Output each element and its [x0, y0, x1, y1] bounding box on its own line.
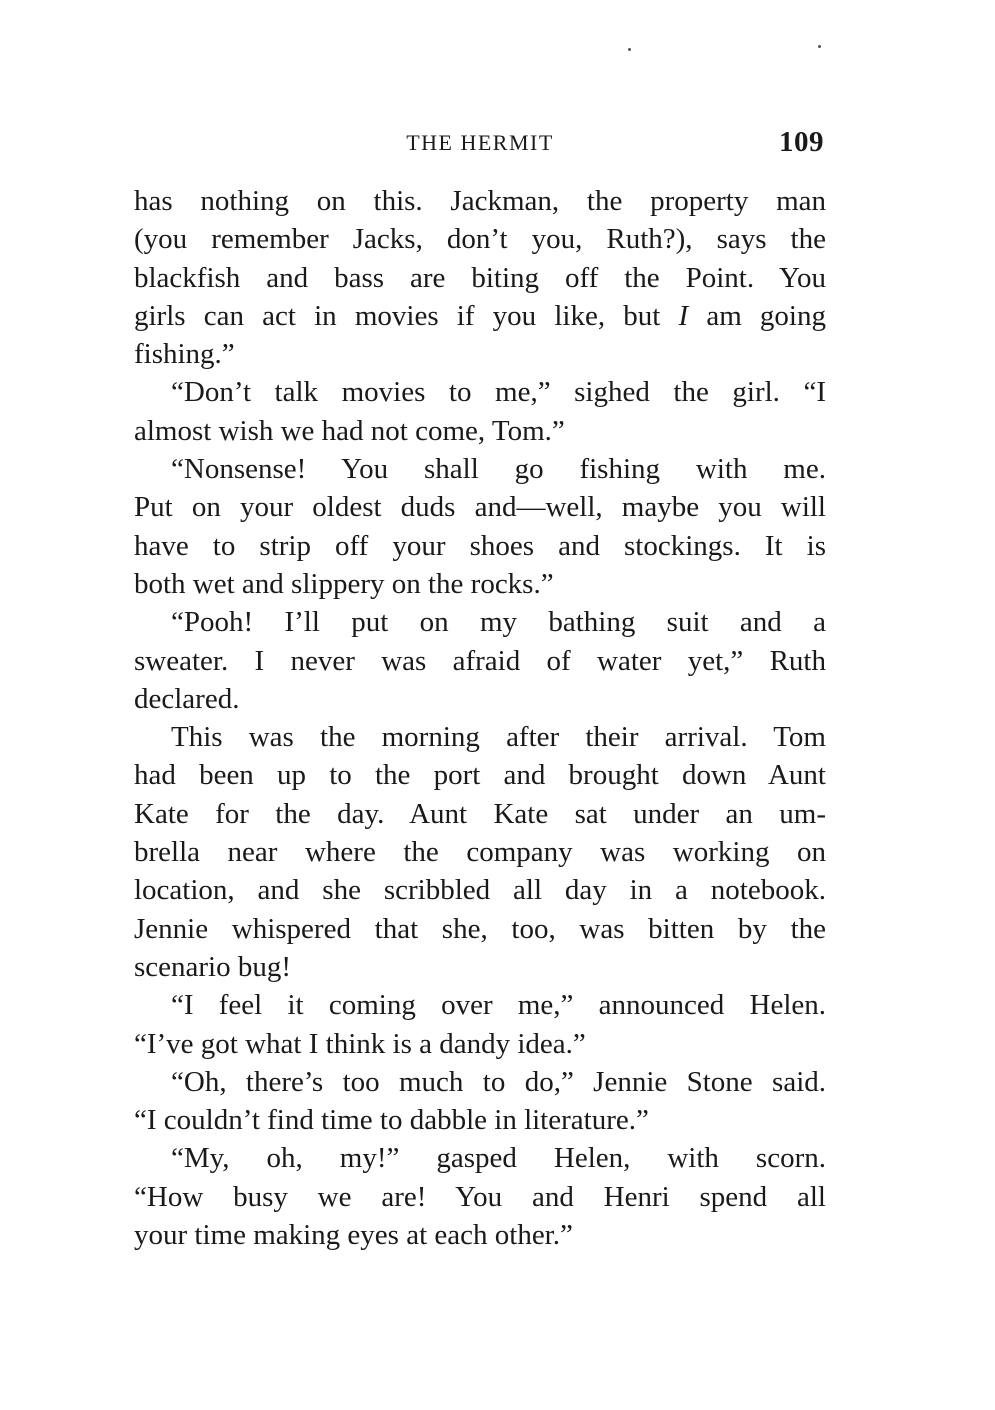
text-line: “Don’t talk movies to me,” sighed the girl. “I [171, 376, 826, 409]
text-line: declared. [134, 682, 240, 715]
text-line: have to strip off your shoes and stockings. It is [134, 529, 826, 562]
paper-speck [628, 48, 631, 51]
text-line: “Nonsense! You shall go fishing with me. [171, 453, 826, 486]
text-line: “Pooh! I’ll put on my bathing suit and a [171, 606, 826, 639]
text-line: “My, oh, my!” gasped Helen, with scorn. [171, 1142, 826, 1175]
emphasis: I [678, 299, 689, 332]
text-line: both wet and slippery on the rocks.” [134, 567, 554, 600]
text-line: Put on your oldest duds and—well, maybe you will [134, 491, 826, 524]
text-line: This was the morning after their arrival. Tom [171, 721, 826, 754]
text-line: fishing.” [134, 338, 235, 371]
page-number: 109 [779, 126, 824, 158]
text-line: “I feel it coming over me,” announced Helen. [171, 989, 826, 1022]
text-line: “I’ve got what I think is a dandy idea.” [134, 1027, 586, 1060]
text-line: girls can act in movies if you like, but I am going [134, 299, 826, 332]
text-line: “Oh, there’s too much to do,” Jennie Stone said. [171, 1065, 826, 1098]
text-line: (you remember Jacks, don’t you, Ruth?), says the [134, 223, 826, 256]
text-line: has nothing on this. Jackman, the property man [134, 185, 826, 217]
text-line: “I couldn’t find time to dabble in literature.” [134, 1104, 649, 1137]
paper-speck [818, 45, 821, 48]
text-line: had been up to the port and brought down Aunt [134, 759, 826, 792]
text-line: scenario bug! [134, 950, 292, 983]
text-line: Kate for the day. Aunt Kate sat under an um- [134, 797, 826, 830]
body-text [134, 182, 826, 1254]
text-line: Jennie whispered that she, too, was bitten by the [134, 912, 826, 945]
running-title: THE HERMIT [406, 130, 554, 155]
text-line: “How busy we are! You and Henri spend all [134, 1180, 826, 1213]
text-line: brella near where the company was working on [134, 836, 826, 869]
text-line: your time making eyes at each other.” [134, 1219, 573, 1252]
text-line: location, and she scribbled all day in a notebook. [134, 874, 826, 907]
running-head [134, 126, 826, 162]
text-line: almost wish we had not come, Tom.” [134, 414, 565, 447]
text-line: blackfish and bass are biting off the Point. You [134, 261, 826, 294]
text-line: sweater. I never was afraid of water yet,” Ruth [134, 644, 826, 677]
